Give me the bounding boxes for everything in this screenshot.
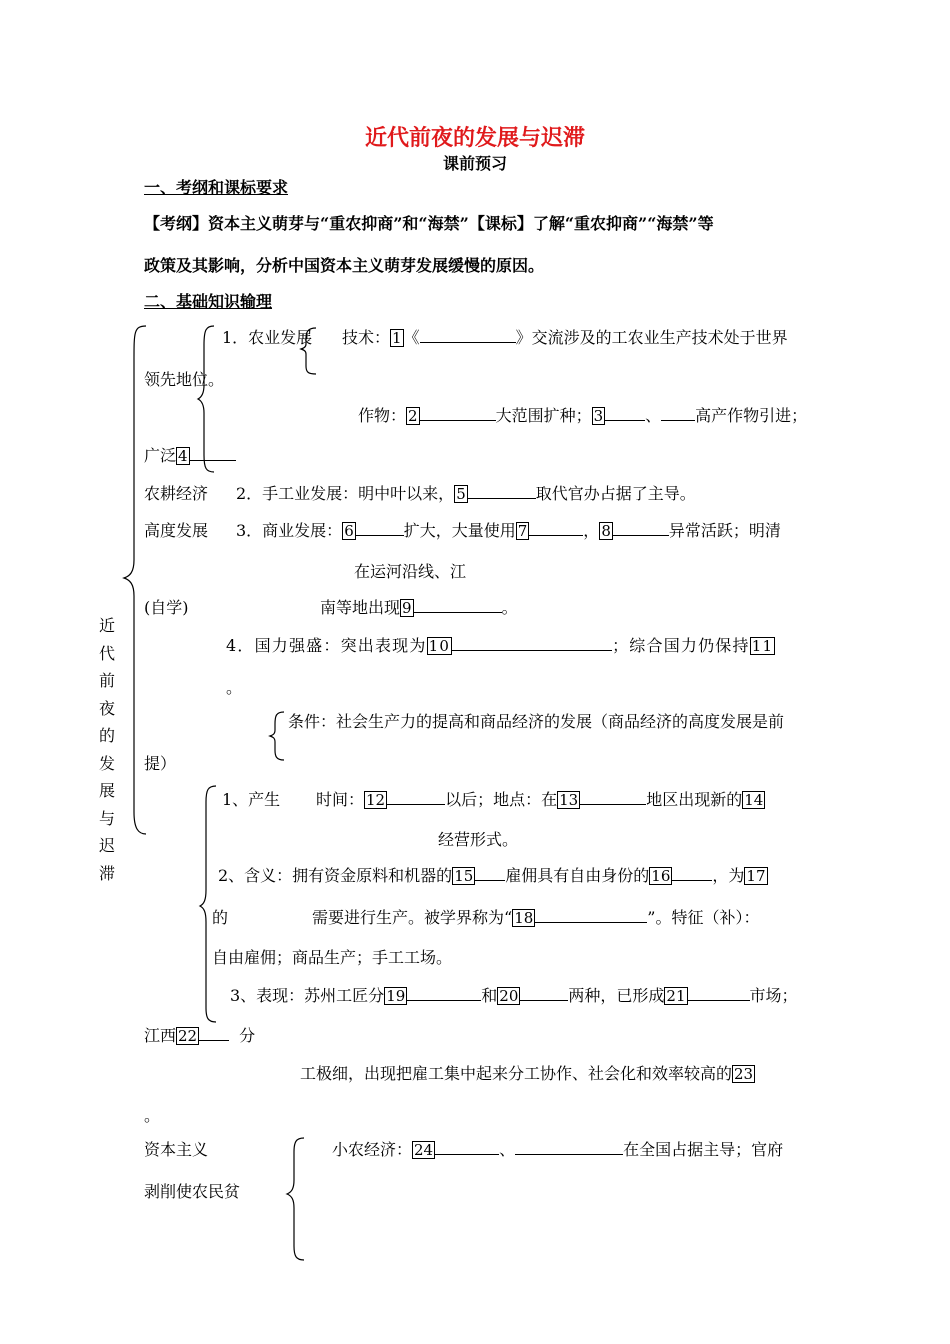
division-period: 。: [144, 1106, 161, 1125]
vertical-title: [96, 612, 118, 887]
tech-line: 技术： 1 《 》交流涉及的工农业生产技术处于世界: [342, 328, 788, 347]
answer-blank[interactable]: [420, 328, 516, 343]
blank-number: 12: [366, 791, 386, 809]
answer-blank[interactable]: [468, 484, 536, 499]
meaning-line: 2、含义：拥有资金原料和机器的 15 雇佣具有自由身份的 16 ，为 17: [218, 866, 766, 885]
agri-label: 1．农业发展: [222, 328, 313, 347]
handicraft-line: 2．手工业发展：明中叶以来， 5 取代官办占据了主导。: [236, 484, 696, 503]
document-subtitle: 课前预习: [442, 154, 507, 173]
blank-number: 6: [344, 522, 354, 540]
blank-number: 24: [414, 1141, 434, 1159]
blank-number: 15: [454, 867, 474, 885]
answer-blank[interactable]: [529, 521, 583, 536]
answer-blank[interactable]: [613, 521, 669, 536]
blank-number: 11: [751, 637, 774, 655]
condition-line-2: 提）: [144, 754, 177, 773]
blank-number: 5: [456, 485, 466, 503]
blank-number: 18: [514, 909, 534, 927]
reason-brace: [287, 1138, 304, 1260]
answer-blank[interactable]: [688, 986, 750, 1001]
vertical-title-char: 滞: [98, 863, 115, 883]
de-label: 的: [212, 908, 229, 927]
answer-blank[interactable]: [515, 1140, 623, 1155]
jiangxi-line: 江西 22 分: [144, 1026, 256, 1045]
canal-line: 在运河沿线、江: [354, 562, 467, 581]
origin-line: 时间： 12 以后；地点：在 13 地区出现新的 14: [316, 790, 764, 809]
farm-econ-label: 农耕经济: [144, 484, 209, 503]
south-line: 南等地出现 9 。: [320, 598, 518, 617]
show-line: 3、表现：苏州工匠分 19 和 20 两种，已形成 21 市场；: [230, 986, 798, 1005]
division-line: 工极细，出现把雇工集中起来分工协作、社会化和效率较高的 23: [300, 1064, 754, 1083]
wide-line: 广泛 4: [144, 446, 236, 466]
answer-blank[interactable]: [661, 406, 695, 421]
cond-brace: [270, 712, 284, 760]
blank-number: 7: [517, 522, 528, 540]
power-period: 。: [226, 678, 243, 697]
blank-number: 19: [386, 987, 406, 1005]
vertical-title-char: 与: [98, 808, 115, 828]
blank-number: 16: [651, 867, 671, 885]
vertical-title-char: 迟: [98, 836, 115, 855]
blank-number: 14: [744, 791, 764, 809]
answer-blank[interactable]: [199, 1026, 229, 1041]
blank-number: 1: [392, 329, 402, 347]
answer-blank[interactable]: [356, 521, 404, 536]
answer-blank[interactable]: [520, 986, 568, 1001]
answer-blank[interactable]: [580, 790, 646, 805]
vertical-title-char: 近: [98, 616, 115, 635]
answer-blank[interactable]: [190, 446, 236, 461]
lead-line: 领先地位。: [144, 370, 225, 389]
document-title: 近代前夜的发展与迟滞: [364, 125, 585, 151]
vertical-title-char: 代: [98, 643, 115, 663]
answer-blank[interactable]: [414, 598, 502, 613]
origin-label: 1、产生: [222, 790, 281, 809]
answer-blank[interactable]: [535, 908, 647, 923]
blank-number: 20: [499, 987, 519, 1005]
blank-number: 2: [408, 407, 418, 425]
blank-number: 23: [734, 1065, 754, 1083]
answer-blank[interactable]: [420, 406, 496, 421]
crop-line: 作物： 2 大范围扩种； 3 、 高产作物引进；: [358, 406, 808, 425]
condition-line: 条件：社会生产力的提高和商品经济的发展（商品经济的高度发展是前: [288, 712, 785, 731]
blank-number: 10: [428, 637, 451, 655]
blank-number: 21: [666, 987, 686, 1005]
blank-number: 13: [559, 791, 579, 809]
requirements-line-2: 政策及其影响，分析中国资本主义萌芽发展缓慢的原因。: [144, 256, 545, 275]
high-dev-label: 高度发展: [144, 521, 209, 540]
answer-blank[interactable]: [605, 406, 645, 421]
section-heading-requirements: 一、考纲和课标要求: [144, 178, 289, 197]
form-line: 经营形式。: [438, 830, 519, 849]
need-line: 需要进行生产。被学界称为“ 18 ”。特征（补）：: [312, 908, 760, 927]
requirements-line-1: 【考纲】资本主义萌芽与“重农抑商”和“海禁”【课标】了解“重农抑商”“海禁”等: [144, 214, 714, 233]
blank-number: 17: [746, 867, 766, 885]
answer-blank[interactable]: [452, 636, 612, 651]
answer-blank[interactable]: [387, 790, 445, 805]
blank-number: 22: [178, 1027, 198, 1045]
answer-blank[interactable]: [475, 866, 505, 881]
commerce-line: 3．商业发展： 6 扩大，大量使用 7 ， 8 异常活跃；明清: [236, 521, 781, 540]
blank-number: 8: [601, 522, 611, 540]
blank-number: 4: [178, 447, 188, 465]
blank-number: 9: [402, 599, 412, 617]
section-heading-knowledge: 二、基础知识输理: [144, 292, 273, 311]
vertical-title-char: 展: [98, 781, 115, 800]
answer-blank[interactable]: [672, 866, 712, 881]
answer-blank[interactable]: [435, 1140, 499, 1155]
power-line: 4．国力强盛：突出表现为 10 ；综合国力仍保持 11: [226, 636, 774, 655]
small-farm-line: 小农经济： 24 、 在全国占据主导；官府: [332, 1140, 784, 1159]
answer-blank[interactable]: [407, 986, 481, 1001]
sprout-brace: [200, 786, 216, 1022]
self-study-label: (自学): [144, 598, 189, 617]
vertical-title-char: 发: [98, 753, 115, 773]
exploit-line: 剥削使农民贫: [144, 1182, 241, 1201]
vertical-title-char: 夜: [98, 698, 115, 718]
capitalism-label: 资本主义: [144, 1140, 209, 1159]
vertical-title-char: 的: [98, 726, 115, 745]
feature-line: 自由雇佣；商品生产；手工工场。: [212, 948, 453, 967]
blank-number: 3: [593, 407, 604, 425]
main-brace: [124, 326, 146, 834]
vertical-title-char: 前: [98, 671, 115, 690]
